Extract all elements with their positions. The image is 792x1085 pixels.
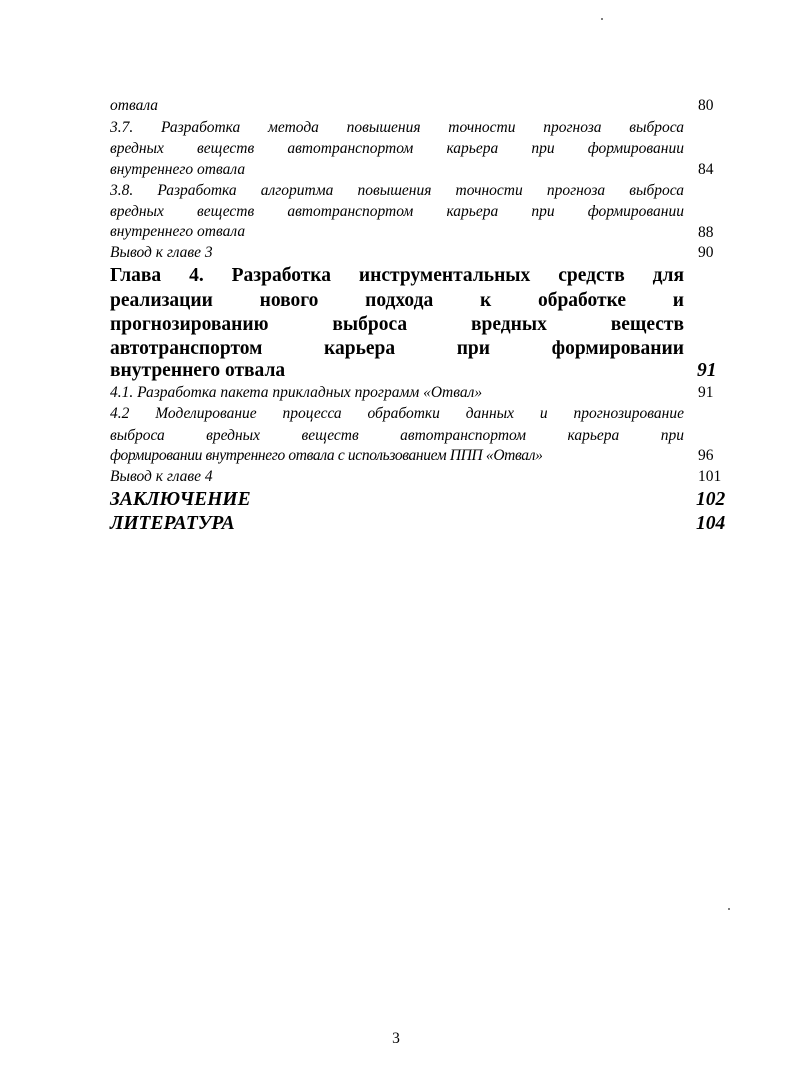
chapter-heading-line: внутреннего отвала	[110, 360, 286, 381]
toc-entry-text: вредных веществ автотранспортом карьера при формировании	[110, 140, 684, 157]
scan-speck	[728, 908, 730, 910]
toc-page-number: 91	[698, 384, 714, 401]
chapter-page-number: 91	[697, 360, 717, 381]
toc-page-number: 90	[698, 244, 714, 261]
chapter-heading-line: реализации нового подхода к обработке и	[110, 290, 684, 311]
page-number: 3	[392, 1030, 400, 1047]
toc-entry-text: внутреннего отвала	[110, 223, 246, 240]
conclusion-page-number: 102	[696, 489, 726, 510]
toc-entry-text: 3.7. Разработка метода повышения точности прогноза выброса	[110, 119, 684, 136]
toc-entry-text: 4.1. Разработка пакета прикладных программ «Отвал»	[110, 384, 483, 401]
toc-entry-text: формировании внутреннего отвала с использованием ППП «Отвал»	[110, 447, 543, 464]
toc-entry-text: отвала	[110, 97, 159, 114]
toc-entry-text: 4.2 Моделирование процесса обработки данных и прогнозирование	[110, 405, 684, 422]
toc-entry-text: вредных веществ автотранспортом карьера при формировании	[110, 203, 684, 220]
references-heading: ЛИТЕРАТУРА	[110, 513, 235, 534]
chapter-heading-line: прогнозированию выброса вредных веществ	[110, 314, 684, 335]
toc-entry-text: выброса вредных веществ автотранспортом карьера при	[110, 427, 684, 444]
toc-entry-text: 3.8. Разработка алгоритма повышения точности прогноза выброса	[110, 182, 684, 199]
toc-page-number: 88	[698, 224, 714, 241]
scan-speck	[601, 18, 603, 20]
toc-page-number: 101	[698, 468, 722, 485]
conclusion-heading: ЗАКЛЮЧЕНИЕ	[110, 489, 251, 510]
toc-page-number: 96	[698, 447, 714, 464]
chapter-heading-line: Глава 4. Разработка инструментальных средств для	[110, 265, 684, 286]
toc-entry-text: Вывод к главе 3	[110, 244, 213, 261]
toc-page-number: 80	[698, 97, 714, 114]
toc-entry-text: Вывод к главе 4	[110, 468, 213, 485]
chapter-heading-line: автотранспортом карьера при формировании	[110, 338, 684, 359]
toc-page-number: 84	[698, 161, 714, 178]
references-page-number: 104	[696, 513, 726, 534]
toc-entry-text: внутреннего отвала	[110, 161, 246, 178]
